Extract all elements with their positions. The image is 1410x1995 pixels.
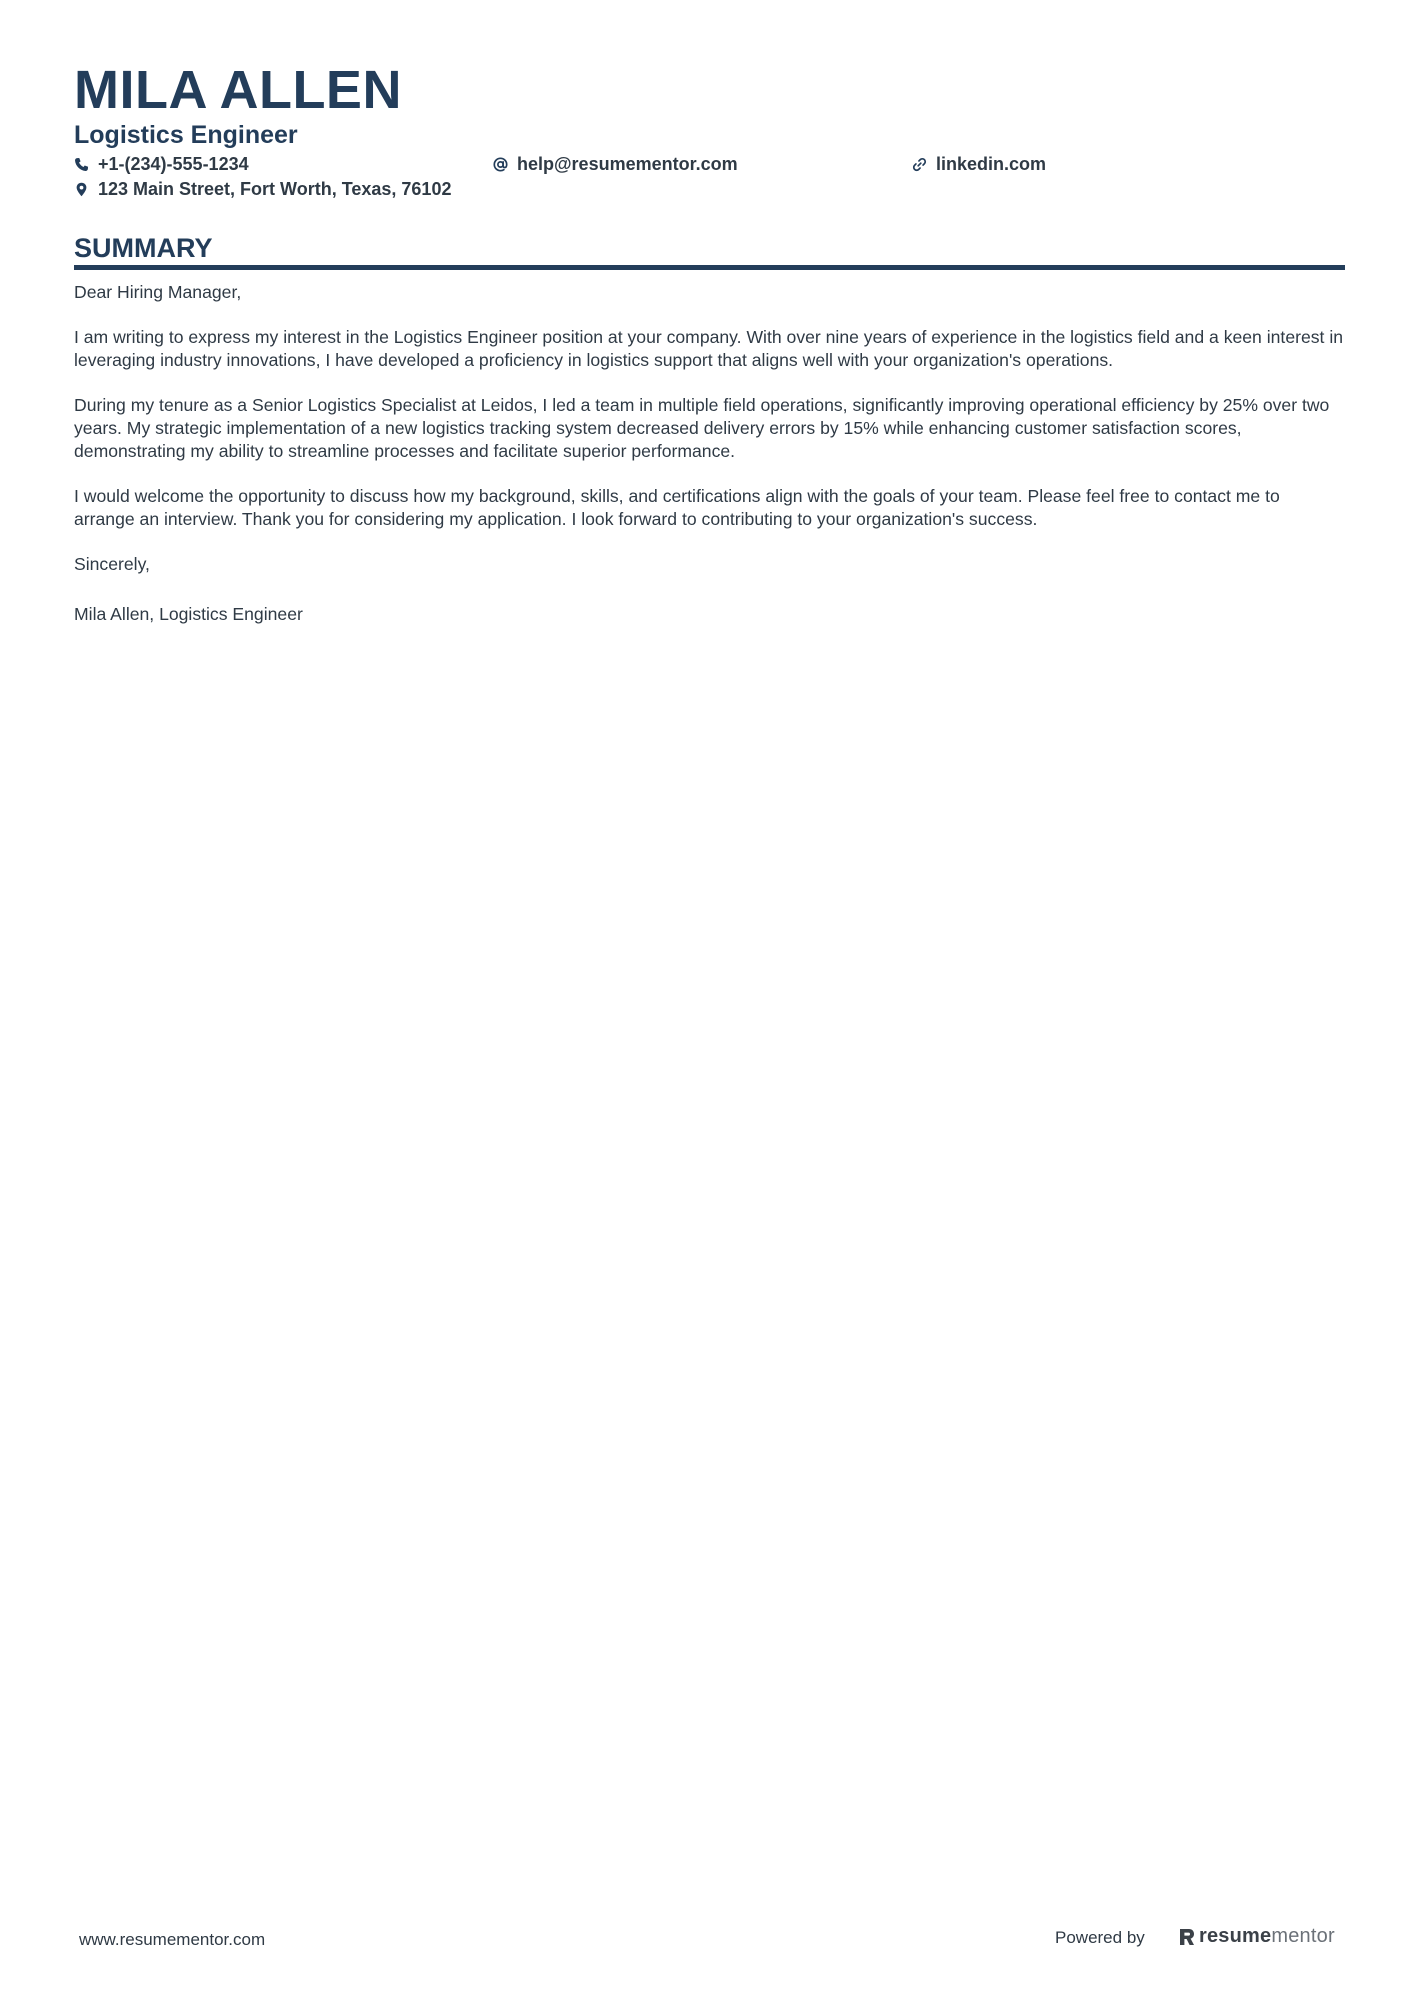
brand-word-light: mentor bbox=[1271, 1925, 1335, 1947]
brand-word-bold: resume bbox=[1199, 1925, 1272, 1947]
resumementor-logo bbox=[1178, 1925, 1335, 1948]
letter-paragraph: I am writing to express my interest in the Logistics Engineer position at your company. With over nine years of experience in the logistics field and a keen interest in leveraging industry innovations, I have developed a proficiency in logistics support that aligns well with your organization's operations. bbox=[74, 327, 1344, 370]
resumementor-logo-icon bbox=[1178, 1927, 1196, 1947]
address-text: 123 Main Street, Fort Worth, Texas, 76102 bbox=[98, 179, 452, 199]
contact-email bbox=[493, 153, 738, 175]
at-sign-icon bbox=[493, 157, 508, 172]
footer-website-link[interactable]: www.resumementor.com bbox=[79, 1930, 266, 1949]
section-title-summary: SUMMARY bbox=[74, 233, 213, 263]
letter-greeting: Dear Hiring Manager, bbox=[74, 282, 242, 302]
location-pin-icon bbox=[74, 182, 89, 197]
contact-linkedin bbox=[912, 153, 1046, 175]
email-text: help@resumementor.com bbox=[517, 154, 738, 174]
letter-signature: Mila Allen, Logistics Engineer bbox=[74, 604, 303, 624]
candidate-name: MILA ALLEN bbox=[74, 60, 402, 120]
section-divider bbox=[74, 265, 1345, 270]
letter-paragraph: During my tenure as a Senior Logistics Specialist at Leidos, I led a team in multiple field operations, significantly improving operational efficiency by 25% over two years. My strategic implementation of a new logistics tracking system decreased delivery errors by 15% while enhancing customer satisfaction scores, demonstrating my ability to streamline processes and facilitate superior performance. bbox=[74, 395, 1330, 461]
phone-icon bbox=[74, 157, 89, 172]
job-title: Logistics Engineer bbox=[74, 121, 298, 149]
contact-phone bbox=[74, 153, 249, 175]
brand-wordmark bbox=[1199, 1925, 1335, 1948]
letter-body bbox=[74, 281, 1345, 648]
contact-address bbox=[74, 178, 451, 200]
powered-by-label: Powered by bbox=[1055, 1928, 1145, 1947]
link-icon bbox=[912, 157, 927, 172]
phone-text: +1-(234)-555-1234 bbox=[98, 154, 249, 174]
letter-closing: Sincerely, bbox=[74, 554, 150, 574]
letter-paragraph: I would welcome the opportunity to discuss how my background, skills, and certifications align with the goals of your team. Please feel free to contact me to arrange an interview. Thank you for considering my application. I look forward to contributing to your organization's success. bbox=[74, 486, 1280, 529]
linkedin-text: linkedin.com bbox=[936, 154, 1047, 174]
